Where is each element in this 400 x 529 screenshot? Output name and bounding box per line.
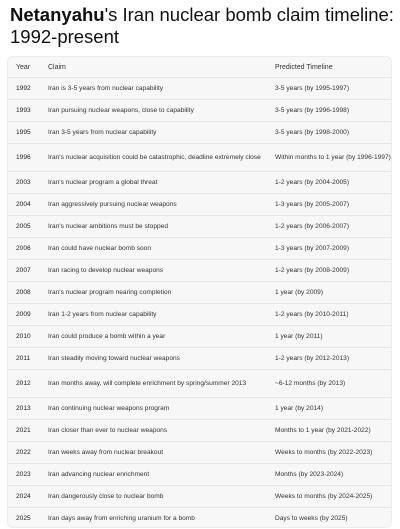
row-claim: Iran's nuclear program a global threat: [40, 172, 267, 194]
row-year: 2025: [8, 508, 40, 529]
row-timeline: 1-2 years (by 2008-2009): [267, 260, 391, 282]
row-timeline: 1-2 years (by 2004-2005): [267, 172, 391, 194]
row-claim: Iran continuing nuclear weapons program: [40, 398, 267, 420]
row-year: 2022: [8, 442, 40, 464]
row-timeline: 1-3 years (by 2007-2009): [267, 238, 391, 260]
row-timeline: 1 year (by 2014): [267, 398, 391, 420]
table-row: [8, 144, 391, 172]
table-header-row: [8, 57, 391, 78]
row-timeline: 1 year (by 2009): [267, 282, 391, 304]
row-year: 2024: [8, 486, 40, 508]
row-timeline: 1-2 years (by 2006-2007): [267, 216, 391, 238]
page-title: [10, 4, 395, 48]
table-row: [8, 122, 391, 144]
header-year: Year: [8, 57, 40, 78]
table-row: [8, 304, 391, 326]
row-timeline: Weeks to months (by 2024-2025): [267, 486, 391, 508]
row-year: 2004: [8, 194, 40, 216]
row-claim: Iran 3-5 years from nuclear capability: [40, 122, 267, 144]
row-claim: Iran is 3-5 years from nuclear capability: [40, 78, 267, 100]
table-row: [8, 172, 391, 194]
row-timeline: 1 year (by 2011): [267, 326, 391, 348]
timeline-table-card: [7, 56, 392, 528]
row-timeline: 3-5 years (by 1996-1998): [267, 100, 391, 122]
row-year: 2010: [8, 326, 40, 348]
row-timeline: 1-2 years (by 2012-2013): [267, 348, 391, 370]
row-claim: Iran pursuing nuclear weapons, close to capability: [40, 100, 267, 122]
table-row: [8, 464, 391, 486]
row-year: 2013: [8, 398, 40, 420]
row-year: 2007: [8, 260, 40, 282]
row-year: 2006: [8, 238, 40, 260]
row-year: 2021: [8, 420, 40, 442]
row-year: 1996: [8, 144, 40, 172]
row-timeline: ~6-12 months (by 2013): [267, 370, 391, 398]
row-timeline: 1-3 years (by 2005-2007): [267, 194, 391, 216]
title-rest: 's Iran nuclear bomb claim timeline: 1992-present: [10, 4, 394, 47]
row-claim: Iran's nuclear program nearing completion: [40, 282, 267, 304]
table-row: [8, 398, 391, 420]
row-claim: Iran could have nuclear bomb soon: [40, 238, 267, 260]
table-row: [8, 326, 391, 348]
row-year: 1995: [8, 122, 40, 144]
row-timeline: Months (by 2023-2024): [267, 464, 391, 486]
table-row: [8, 442, 391, 464]
row-year: 2011: [8, 348, 40, 370]
row-timeline: 3-5 years (by 1995-1997): [267, 78, 391, 100]
row-timeline: 3-5 years (by 1998-2000): [267, 122, 391, 144]
row-claim: Iran closer than ever to nuclear weapons: [40, 420, 267, 442]
table-row: [8, 282, 391, 304]
row-timeline: Weeks to months (by 2022-2023): [267, 442, 391, 464]
row-claim: Iran months away, will complete enrichment by spring/summer 2013: [40, 370, 267, 398]
table-row: [8, 78, 391, 100]
table-row: [8, 238, 391, 260]
row-timeline: Days to weeks (by 2025): [267, 508, 391, 529]
table-row: [8, 348, 391, 370]
row-year: 2023: [8, 464, 40, 486]
row-claim: Iran 1-2 years from nuclear capability: [40, 304, 267, 326]
row-claim: Iran could produce a bomb within a year: [40, 326, 267, 348]
row-timeline: Within months to 1 year (by 1996-1997): [267, 144, 391, 172]
row-timeline: 1-2 years (by 2010-2011): [267, 304, 391, 326]
table-row: [8, 100, 391, 122]
row-year: 2012: [8, 370, 40, 398]
header-timeline: Predicted Timeline: [267, 57, 391, 78]
row-year: 2005: [8, 216, 40, 238]
row-claim: Iran steadily moving toward nuclear weapons: [40, 348, 267, 370]
table-row: [8, 420, 391, 442]
table-row: [8, 260, 391, 282]
row-claim: Iran dangerously close to nuclear bomb: [40, 486, 267, 508]
table-row: [8, 508, 391, 529]
row-claim: Iran's nuclear acquisition could be catastrophic, deadline extremely close: [40, 144, 267, 172]
row-year: 1993: [8, 100, 40, 122]
header-claim: Claim: [40, 57, 267, 78]
row-claim: Iran days away from enriching uranium for a bomb: [40, 508, 267, 529]
timeline-table: [8, 57, 391, 529]
table-row: [8, 486, 391, 508]
row-timeline: Months to 1 year (by 2021-2022): [267, 420, 391, 442]
table-row: [8, 370, 391, 398]
row-claim: Iran weeks away from nuclear breakout: [40, 442, 267, 464]
row-claim: Iran advancing nuclear enrichment: [40, 464, 267, 486]
row-claim: Iran's nuclear ambitions must be stopped: [40, 216, 267, 238]
row-claim: Iran racing to develop nuclear weapons: [40, 260, 267, 282]
row-year: 2003: [8, 172, 40, 194]
row-year: 2009: [8, 304, 40, 326]
table-row: [8, 194, 391, 216]
row-claim: Iran aggressively pursuing nuclear weapons: [40, 194, 267, 216]
row-year: 2008: [8, 282, 40, 304]
row-year: 1992: [8, 78, 40, 100]
title-bold-name: Netanyahu: [10, 4, 105, 25]
table-row: [8, 216, 391, 238]
